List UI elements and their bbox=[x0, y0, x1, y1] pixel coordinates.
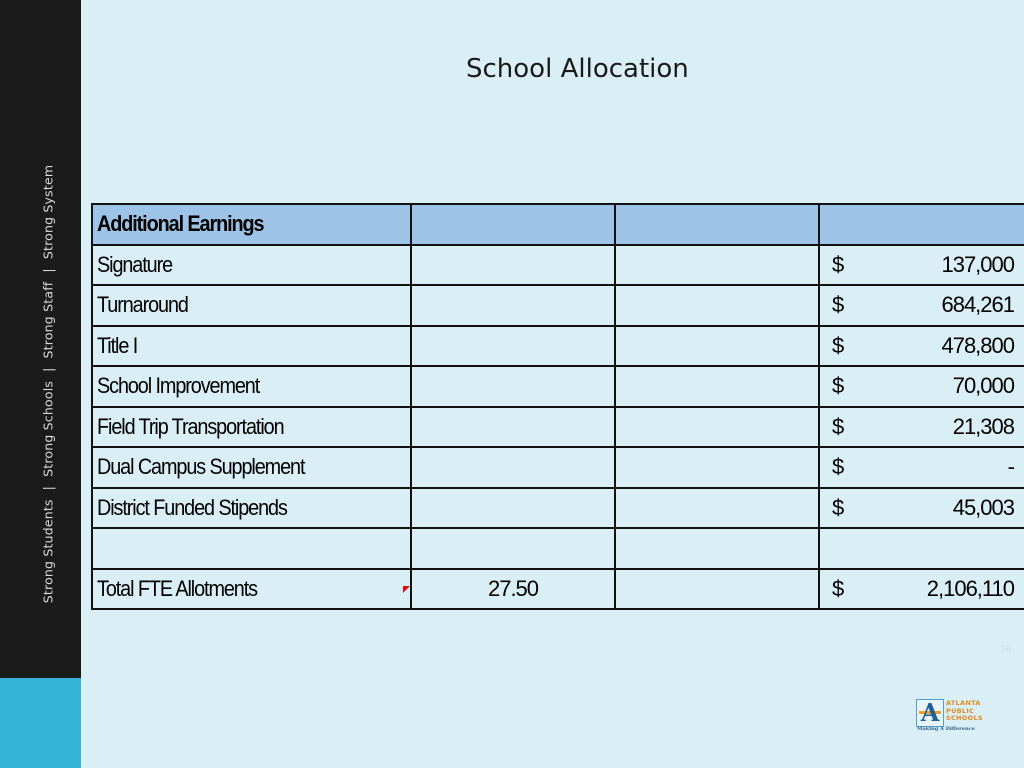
row-label-cell: District Funded Stipends bbox=[92, 488, 411, 529]
amount-value: 45,003 bbox=[952, 494, 1014, 520]
tagline-item: Strong Students bbox=[40, 499, 56, 604]
amount-cell bbox=[819, 488, 1024, 529]
header-cell bbox=[819, 204, 1024, 245]
empty-cell bbox=[615, 488, 819, 529]
tagline-separator: | bbox=[40, 367, 56, 372]
table-row bbox=[92, 447, 1024, 488]
empty-cell bbox=[411, 488, 615, 529]
amount-cell bbox=[819, 569, 1024, 610]
row-label-cell: School Improvement bbox=[92, 366, 411, 407]
amount-cell bbox=[819, 245, 1024, 286]
row-label-cell: Dual Campus Supplement bbox=[92, 447, 411, 488]
currency-symbol: $ bbox=[832, 251, 845, 277]
empty-cell bbox=[411, 407, 615, 448]
atlanta-public-schools-logo bbox=[916, 699, 988, 733]
empty-cell bbox=[615, 245, 819, 286]
table-row bbox=[92, 326, 1024, 367]
page-number: 16 bbox=[1000, 644, 1012, 655]
row-label-cell bbox=[92, 528, 411, 569]
amount-cell bbox=[819, 326, 1024, 367]
header-cell bbox=[615, 204, 819, 245]
header-label-cell: Additional Earnings bbox=[92, 204, 411, 245]
empty-cell bbox=[411, 366, 615, 407]
row-label-cell: Signature bbox=[92, 245, 411, 286]
sidebar bbox=[0, 0, 81, 678]
tagline-separator: | bbox=[40, 268, 56, 273]
amount-cell bbox=[819, 366, 1024, 407]
table-row bbox=[92, 366, 1024, 407]
currency-symbol: $ bbox=[832, 292, 845, 318]
row-label-cell: Turnaround bbox=[92, 285, 411, 326]
empty-cell bbox=[615, 447, 819, 488]
empty-cell bbox=[615, 366, 819, 407]
amount-cell bbox=[819, 285, 1024, 326]
amount-value: 70,000 bbox=[952, 373, 1014, 399]
total-label-cell: Total FTE Allotments bbox=[92, 569, 411, 610]
table-row bbox=[92, 245, 1024, 286]
amount-value: 684,261 bbox=[941, 292, 1014, 318]
table-header-row bbox=[92, 204, 1024, 245]
table-row bbox=[92, 488, 1024, 529]
logo-tagline: Making A Difference bbox=[917, 726, 975, 732]
tagline-item: Strong Schools bbox=[40, 380, 56, 477]
tagline-separator: | bbox=[40, 485, 56, 491]
table-row bbox=[92, 285, 1024, 326]
logo-wordmark: ATLANTA PUBLIC SCHOOLS bbox=[946, 699, 983, 722]
empty-cell bbox=[411, 447, 615, 488]
currency-symbol: $ bbox=[832, 454, 845, 480]
currency-symbol: $ bbox=[832, 494, 845, 520]
row-label-cell: Field Trip Transportation bbox=[92, 407, 411, 448]
amount-cell bbox=[819, 407, 1024, 448]
table-row bbox=[92, 528, 1024, 569]
amount-cell bbox=[819, 447, 1024, 488]
page-title: School Allocation bbox=[466, 54, 689, 84]
empty-cell bbox=[615, 407, 819, 448]
amount-value: - bbox=[1007, 454, 1014, 480]
amount-value: 21,308 bbox=[952, 413, 1014, 439]
currency-symbol: $ bbox=[832, 332, 845, 358]
fte-cell: 27.50 bbox=[411, 569, 615, 610]
table-total-row bbox=[92, 569, 1024, 610]
empty-cell bbox=[615, 569, 819, 610]
allocation-table bbox=[91, 203, 1024, 610]
empty-cell bbox=[615, 285, 819, 326]
empty-cell bbox=[411, 285, 615, 326]
empty-cell bbox=[411, 528, 615, 569]
amount-cell bbox=[819, 528, 1024, 569]
comment-indicator bbox=[403, 586, 410, 593]
currency-symbol: $ bbox=[832, 575, 845, 601]
tagline-item: Strong Staff bbox=[40, 281, 56, 359]
empty-cell bbox=[615, 326, 819, 367]
amount-value: 478,800 bbox=[941, 332, 1014, 358]
empty-cell bbox=[615, 528, 819, 569]
sidebar-accent-block bbox=[0, 678, 81, 768]
amount-value: 2,106,110 bbox=[926, 575, 1014, 601]
empty-cell bbox=[411, 326, 615, 367]
header-cell bbox=[411, 204, 615, 245]
sidebar-tagline bbox=[41, 165, 56, 603]
empty-cell bbox=[411, 245, 615, 286]
currency-symbol: $ bbox=[832, 413, 845, 439]
amount-value: 137,000 bbox=[941, 251, 1014, 277]
logo-letter: A bbox=[920, 698, 940, 727]
tagline-item: Strong System bbox=[40, 164, 56, 260]
currency-symbol: $ bbox=[832, 373, 845, 399]
table-row bbox=[92, 407, 1024, 448]
row-label-cell: Title I bbox=[92, 326, 411, 367]
logo-emblem bbox=[916, 699, 944, 727]
